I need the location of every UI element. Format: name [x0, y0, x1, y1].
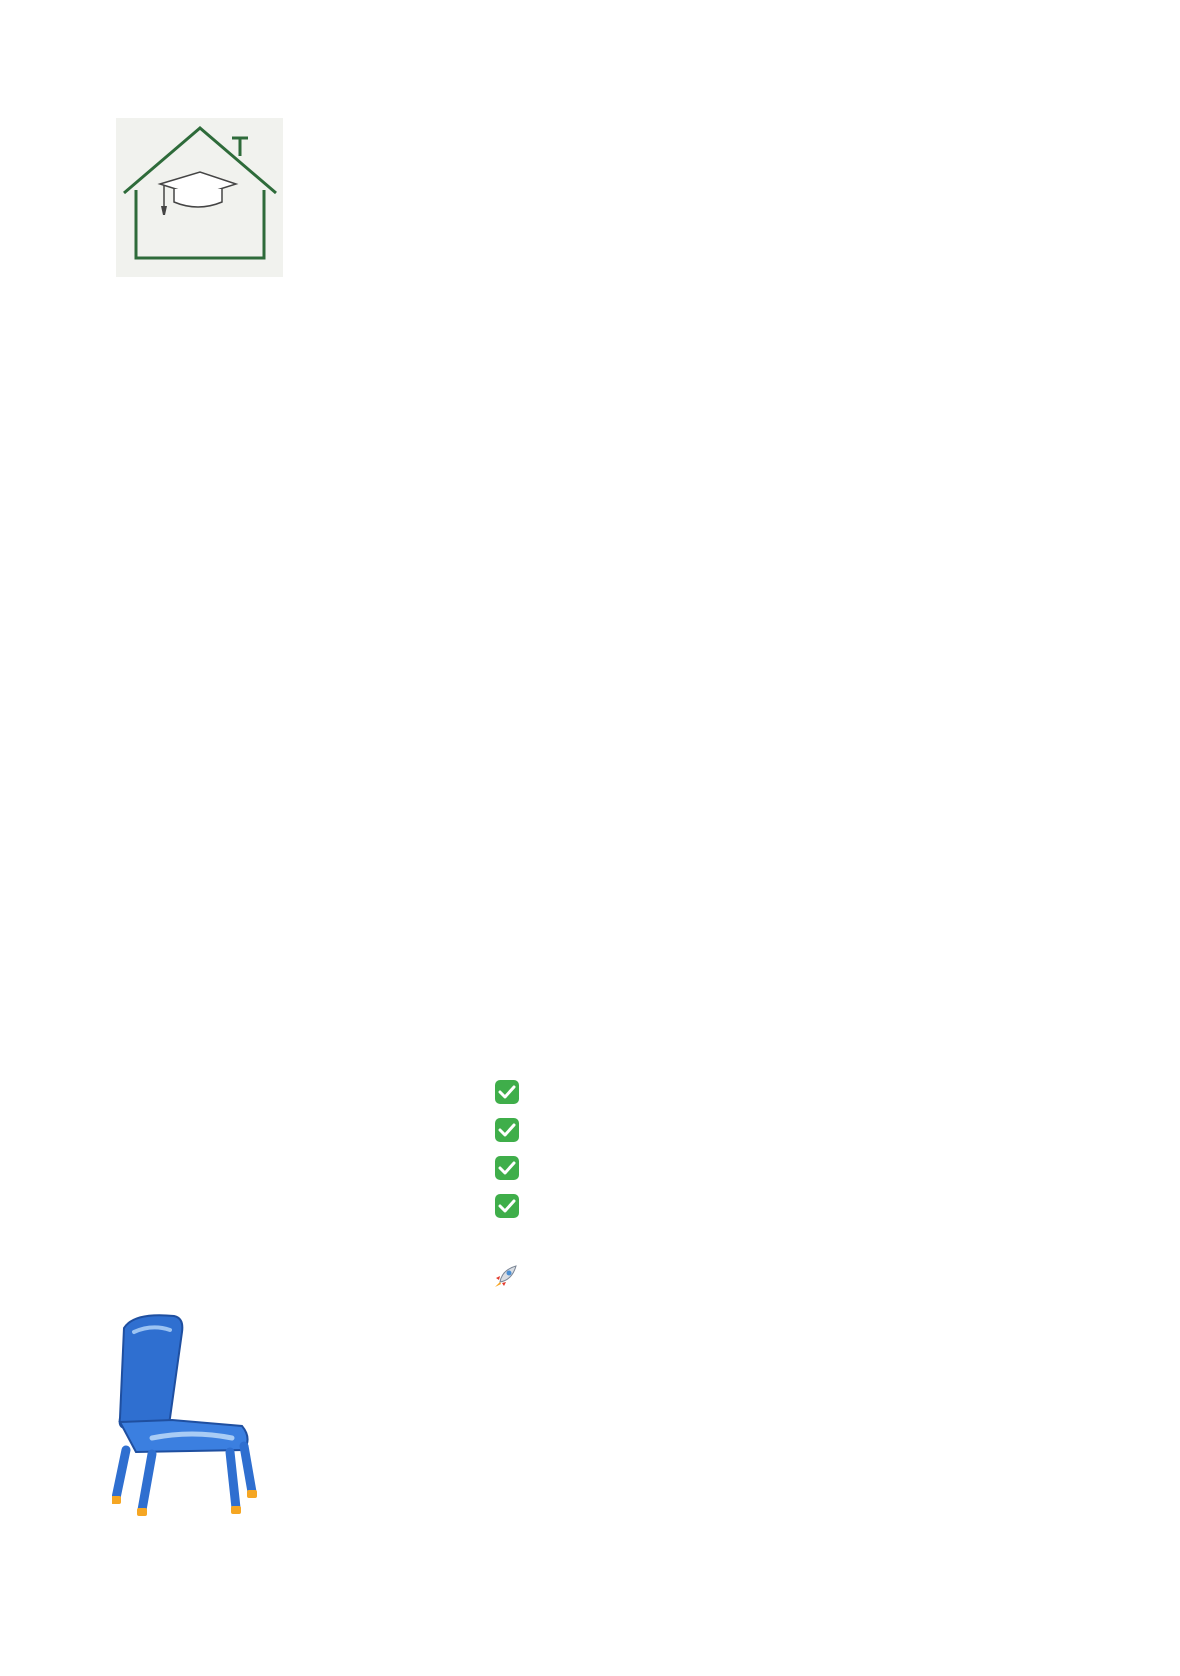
chair-icon — [112, 1310, 272, 1520]
pencil-border-left — [0, 80, 90, 1600]
pencil-border-bottom — [0, 1596, 1180, 1676]
list-item — [110, 1075, 910, 1113]
profs-a-la-maison-logo — [116, 118, 283, 277]
list-item — [110, 1151, 910, 1189]
house-icon — [116, 118, 283, 277]
book-stack-icon — [928, 154, 1093, 1454]
closing-line — [110, 1263, 910, 1296]
rocket-icon — [492, 1262, 520, 1290]
check-icon — [495, 1194, 519, 1218]
check-icon — [495, 1118, 519, 1142]
check-icon — [495, 1156, 519, 1180]
pencil-border-top — [0, 0, 1180, 90]
pencil-border-right — [1090, 80, 1180, 1600]
list-item — [110, 1189, 910, 1227]
discover-list — [110, 1075, 910, 1227]
list-item — [110, 1113, 910, 1151]
check-icon — [495, 1080, 519, 1104]
